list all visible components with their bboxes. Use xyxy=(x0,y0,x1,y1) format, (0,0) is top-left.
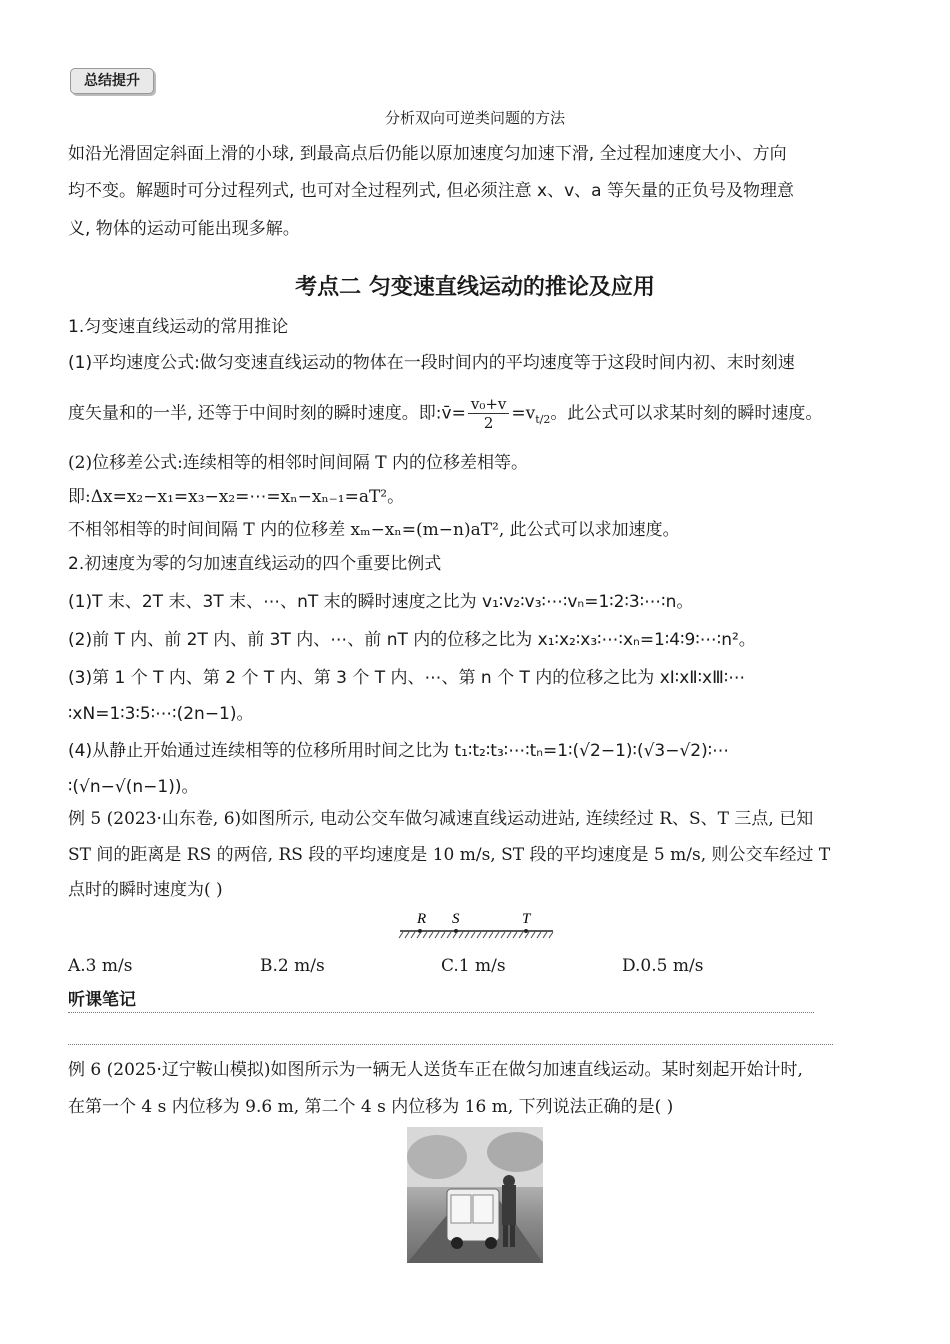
example-5-line-1: 例 5 (2023·山东卷, 6)如图所示, 电动公交车做匀减速直线运动进站, 连续经过 R、S、T 三点, 已知 xyxy=(68,809,814,829)
point-r-dot xyxy=(418,929,422,933)
delivery-vehicle-photo xyxy=(407,1127,543,1263)
point-s-dot xyxy=(454,929,458,933)
summary-line-2: 均不变。解题时可分过程列式, 也可对全过程列式, 但必须注意 x、v、a 等矢量的正负号及物理意 xyxy=(68,181,794,201)
point-r-label: R xyxy=(417,911,427,927)
point-t-dot xyxy=(524,929,528,933)
option-a: A.3 m/s xyxy=(68,956,133,976)
ratio-4b: ∶(√n−√(n−1))。 xyxy=(68,777,199,797)
example-5-line-2: ST 间的距离是 RS 的两倍, RS 段的平均速度是 10 m/s, ST 段的平均速度是 5 m/s, 则公交车经过 T xyxy=(68,845,831,865)
ratio-1: (1)T 末、2T 末、3T 末、⋯、nT 末的瞬时速度之比为 v₁∶v₂∶v₃∶⋯∶vₙ=1∶2∶3∶⋯∶n。 xyxy=(68,592,694,612)
summary-title: 分析双向可逆类问题的方法 xyxy=(384,109,565,127)
road-diagram xyxy=(395,905,560,941)
option-d: D.0.5 m/s xyxy=(622,956,704,976)
example-5-line-3: 点时的瞬时速度为( ) xyxy=(68,880,223,900)
ratio-3b: ∶xN=1∶3∶5∶⋯∶(2n−1)。 xyxy=(68,704,254,724)
ground-hatching xyxy=(399,932,553,938)
notes-line-1 xyxy=(68,1012,814,1013)
paragraph-2b: 即:Δx=x₂−x₁=x₃−x₂=⋯=xₙ−xₙ₋₁=aT²。 xyxy=(68,487,405,507)
notes-label: 听课笔记 xyxy=(68,990,136,1010)
paragraph-2c: 不相邻相等的时间间隔 T 内的位移差 xₘ−xₙ=(m−n)aT², 此公式可以求加速度。 xyxy=(68,520,680,540)
summary-line-3: 义, 物体的运动可能出现多解。 xyxy=(68,219,300,239)
example-6-line-1: 例 6 (2025·辽宁鞍山模拟)如图所示为一辆无人送货车正在做匀加速直线运动。某时刻起开始计时, xyxy=(68,1060,803,1080)
paragraph-1a: (1)平均速度公式:做匀变速直线运动的物体在一段时间内的平均速度等于这段时间内初、末时刻速 xyxy=(68,353,795,373)
ratio-4a: (4)从静止开始通过连续相等的位移所用时间之比为 t₁∶t₂∶t₃∶⋯∶tₙ=1∶(√2−1)∶(√3−√2)∶⋯ xyxy=(68,741,730,761)
point-t-label: T xyxy=(522,911,531,927)
section-title: 考点二 匀变速直线运动的推论及应用 xyxy=(295,275,655,300)
ratio-2: (2)前 T 内、前 2T 内、前 3T 内、⋯、前 nT 内的位移之比为 x₁∶x₂∶x₃∶⋯∶xₙ=1∶4∶9∶⋯∶n²。 xyxy=(68,630,756,650)
paragraph-1b: 度矢量和的一半, 还等于中间时刻的瞬时速度。即:v̄= $\frac{\text{v₀+v}}{2}$ $=v_{t/2}$。此公式可以求某时刻的瞬时速度。 xyxy=(68,395,823,432)
p1-text: 度矢量和的一半, 还等于中间时刻的瞬时速度。即:v̄= xyxy=(68,403,466,424)
p1-text-end: 。此公式可以求某时刻的瞬时速度。 xyxy=(550,403,823,424)
heading-1: 1.匀变速直线运动的常用推论 xyxy=(68,317,289,337)
mean-velocity-fraction: $\frac{\text{v₀+v}}{2}$ xyxy=(468,395,510,432)
option-b: B.2 m/s xyxy=(260,956,325,976)
option-c: C.1 m/s xyxy=(441,956,506,976)
heading-2: 2.初速度为零的匀加速直线运动的四个重要比例式 xyxy=(68,554,442,574)
summary-line-1: 如沿光滑固定斜面上滑的小球, 到最高点后仍能以原加速度匀加速下滑, 全过程加速度大小、方向 xyxy=(68,144,787,164)
ratio-3a: (3)第 1 个 T 内、第 2 个 T 内、第 3 个 T 内、⋯、第 n 个 T 内的位移之比为 xⅠ∶xⅡ∶xⅢ∶⋯ xyxy=(68,668,746,688)
paragraph-2a: (2)位移差公式:连续相等的相邻时间间隔 T 内的位移差相等。 xyxy=(68,453,528,473)
notes-line-2 xyxy=(68,1044,833,1045)
example-6-line-2: 在第一个 4 s 内位移为 9.6 m, 第二个 4 s 内位移为 16 m, 下列说法正确的是( ) xyxy=(68,1097,674,1117)
vehicle-illustration xyxy=(407,1127,543,1263)
summary-badge: 总结提升 xyxy=(70,68,154,94)
point-s-label: S xyxy=(452,911,460,927)
